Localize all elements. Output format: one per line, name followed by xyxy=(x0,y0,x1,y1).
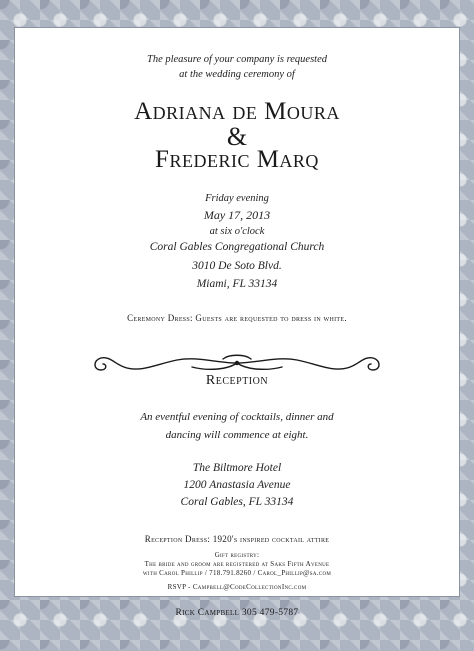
invitation-card xyxy=(15,28,459,596)
reception-city: Coral Gables, FL 33134 xyxy=(180,496,294,508)
ceremony-venue: Coral Gables Congregational Church xyxy=(149,241,325,253)
rsvp-contact: Rick Campbell 305 479-5787 xyxy=(175,608,299,618)
reception-heading: Reception xyxy=(205,373,269,388)
ampersand: & xyxy=(226,122,248,151)
registry-line-1: The bride and groom are registered at Saks Fifth Avenue xyxy=(144,560,330,568)
intro-line-2: at the wedding ceremony of xyxy=(179,69,295,80)
reception-description-2: dancing will commence at eight. xyxy=(165,429,309,441)
registry-line-2: with Carol Phillip / 718.791.8260 / Carol_Phillip@sa.com xyxy=(142,569,332,577)
reception-description-1: An eventful evening of cocktails, dinner and xyxy=(140,411,334,423)
reception-dress-note: Reception Dress: 1920's inspired cocktail attire xyxy=(144,534,330,544)
ceremony-city: Miami, FL 33134 xyxy=(196,278,278,290)
reception-street: 1200 Anastasia Avenue xyxy=(183,479,291,491)
registry-title: Gift registry: xyxy=(214,551,260,559)
ceremony-dress-note: Ceremony Dress: Guests are requested to dress in white. xyxy=(127,313,347,323)
reception-venue: The Biltmore Hotel xyxy=(192,462,282,474)
ceremony-day: Friday evening xyxy=(205,193,269,204)
groom-name: Frederic Marq xyxy=(155,146,319,173)
intro-line-1: The pleasure of your company is requested xyxy=(146,54,328,65)
ceremony-time: at six o'clock xyxy=(209,226,265,237)
ceremony-street: 3010 De Soto Blvd. xyxy=(192,260,282,272)
ceremony-date: May 17, 2013 xyxy=(203,208,271,222)
bride-name: Adriana de Moura xyxy=(134,98,340,125)
rsvp-email: RSVP - Campbell@CodeCollectionInc.com xyxy=(167,583,307,591)
